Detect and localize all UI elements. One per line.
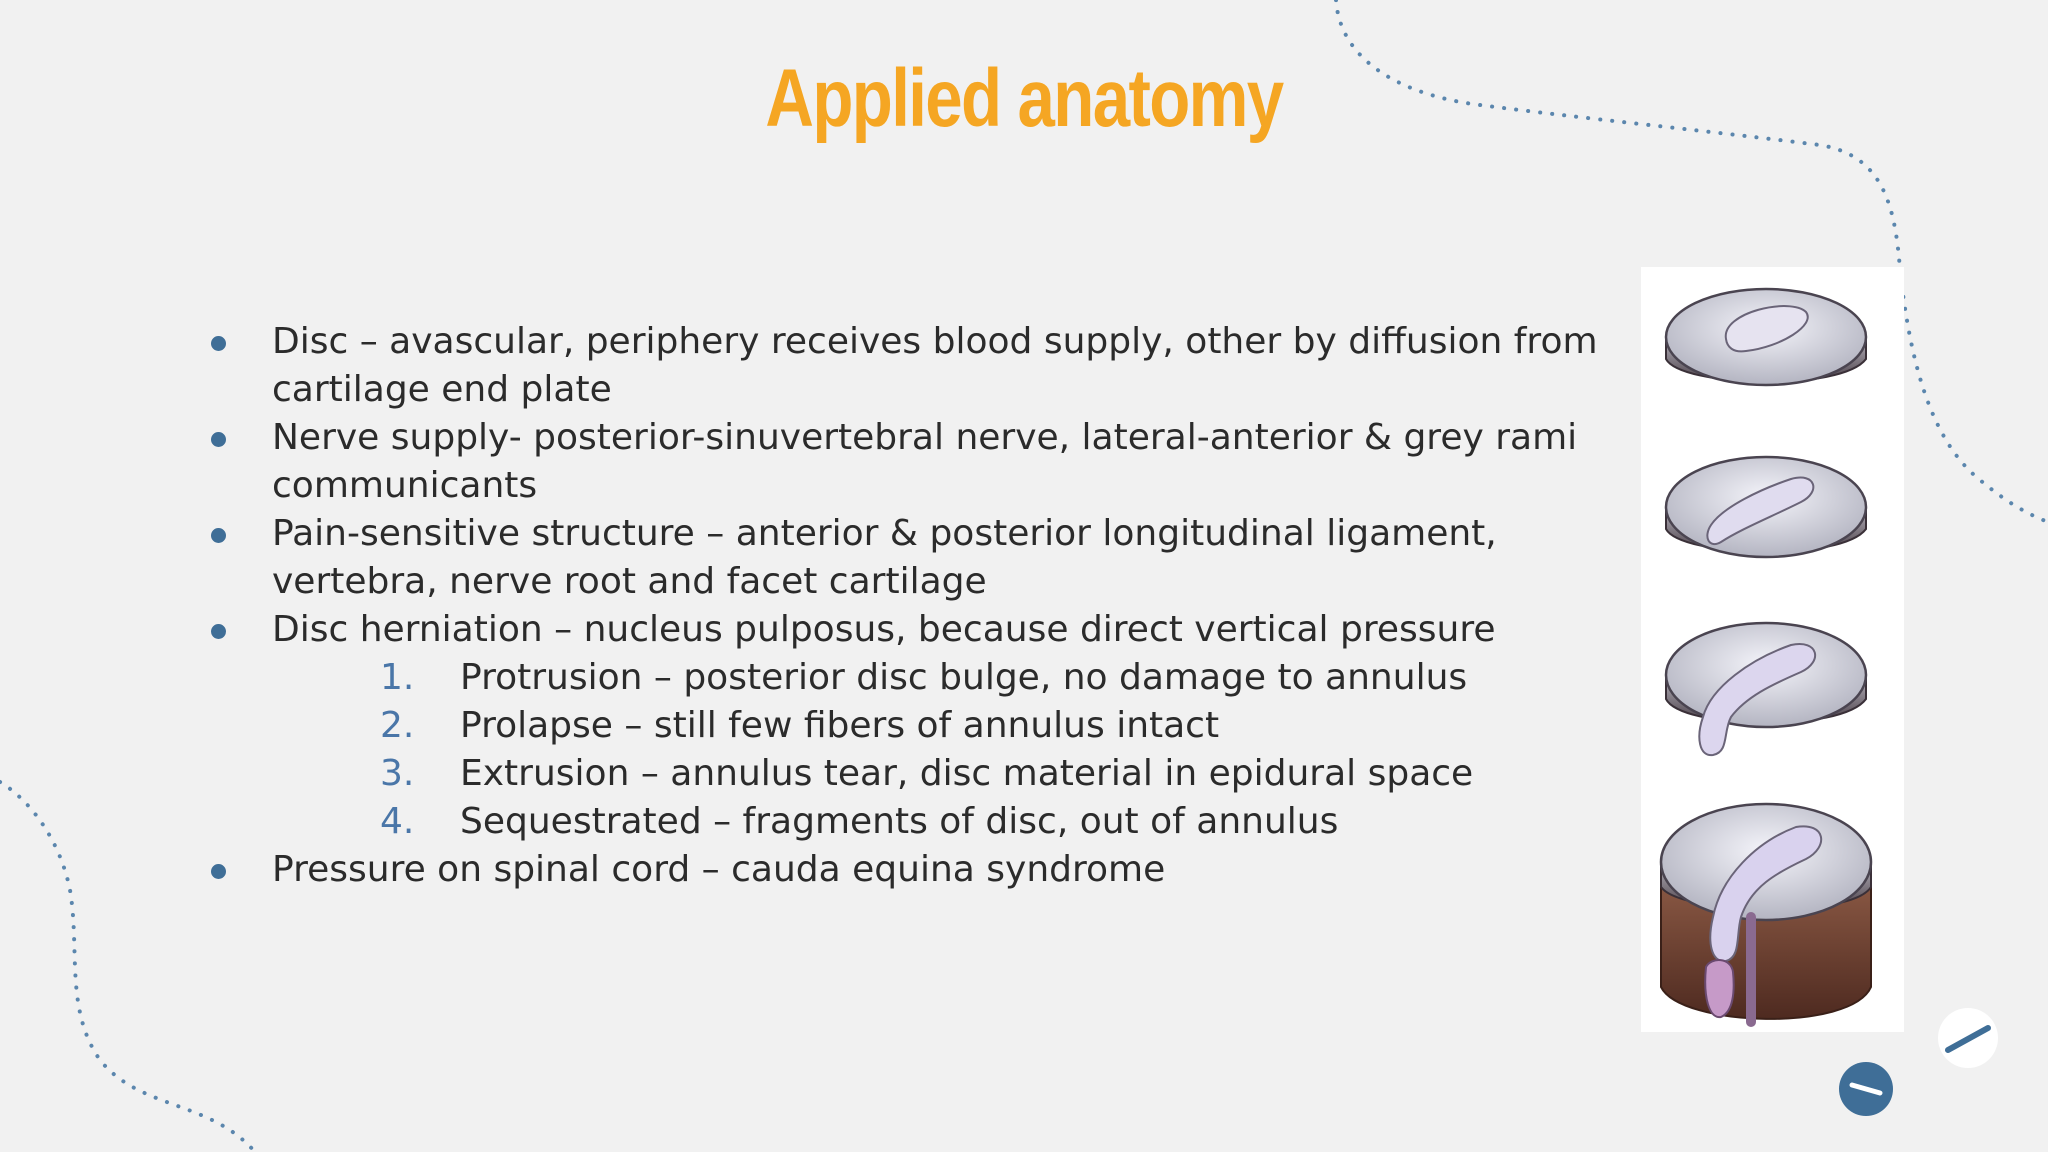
slash-icon <box>1839 1062 1893 1116</box>
bullet-item <box>200 510 1600 606</box>
bullet-text: Nerve supply- posterior-sinuvertebral nerve, lateral-anterior & grey rami communicants <box>272 417 1578 506</box>
bullet-item <box>200 414 1600 510</box>
bullet-text: Pain-sensitive structure – anterior & posterior longitudinal ligament, vertebra, nerve root and facet cartilage <box>272 513 1497 602</box>
disc-herniation-figure <box>1641 267 1904 1032</box>
sublist-item <box>272 798 1600 846</box>
bullet-text: Disc – avascular, periphery receives blood supply, other by diffusion from cartilage end plate <box>272 321 1598 410</box>
bullet-item <box>200 606 1600 846</box>
bullet-item <box>200 846 1600 894</box>
sublist-text: Protrusion – posterior disc bulge, no damage to annulus <box>460 657 1468 698</box>
bullet-list <box>200 318 1600 894</box>
numbered-sublist <box>272 654 1600 846</box>
slash-icon <box>1938 1008 1998 1068</box>
sublist-number: 2. <box>380 705 415 746</box>
disc-stage-2 <box>1666 457 1866 557</box>
bullet-item <box>200 318 1600 414</box>
sublist-item <box>272 702 1600 750</box>
disc-stage-3 <box>1666 623 1866 755</box>
sublist-number: 3. <box>380 753 415 794</box>
bullet-text: Pressure on spinal cord – cauda equina syndrome <box>272 849 1166 890</box>
bullet-text: Disc herniation – nucleus pulposus, because direct vertical pressure <box>272 609 1496 650</box>
sublist-item <box>272 750 1600 798</box>
sublist-text: Prolapse – still few fibers of annulus intact <box>460 705 1220 746</box>
slide-title: Applied anatomy <box>765 53 1283 144</box>
previous-slide-button[interactable] <box>1839 1062 1893 1116</box>
disc-herniation-stages-illustration <box>1641 267 1904 1032</box>
next-slide-button[interactable] <box>1938 1008 1998 1068</box>
sublist-number: 4. <box>380 801 415 842</box>
sublist-number: 1. <box>380 657 415 698</box>
disc-stage-1 <box>1666 289 1866 385</box>
sublist-item <box>272 654 1600 702</box>
sublist-text: Sequestrated – fragments of disc, out of annulus <box>460 801 1339 842</box>
disc-stage-4 <box>1661 804 1871 1022</box>
sublist-text: Extrusion – annulus tear, disc material in epidural space <box>460 753 1474 794</box>
